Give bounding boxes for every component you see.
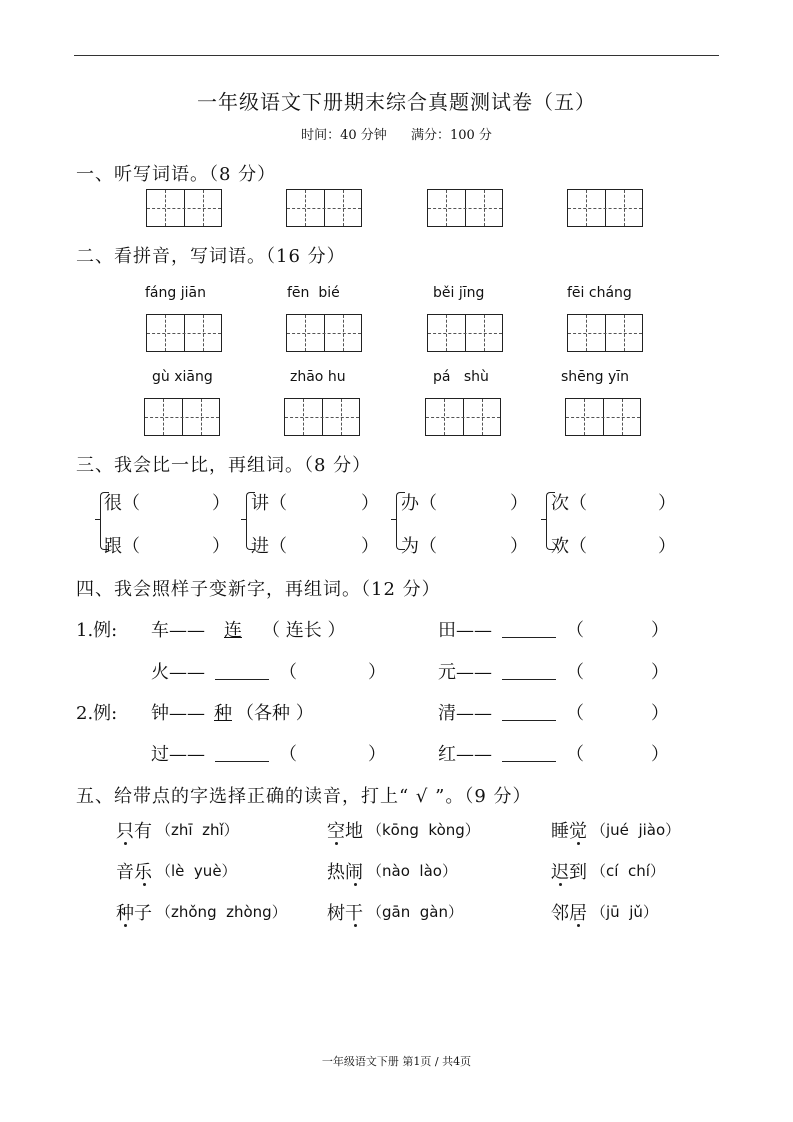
example-new-char: 种: [214, 703, 232, 724]
pinyin-options[interactable]: （jū jǔ）: [591, 903, 658, 921]
paren-open: （: [566, 662, 584, 683]
dotted-word: 树干: [327, 903, 363, 924]
section-4-heading: 四、我会照样子变新字，再组词。（12 分）: [76, 579, 441, 600]
emphasis-dot: [143, 883, 146, 886]
paren-open: （: [566, 620, 584, 641]
compare-char-top: 次（: [551, 493, 587, 514]
paren-close: ）: [212, 536, 230, 557]
paren-close: ）: [368, 744, 386, 765]
writing-grid[interactable]: [565, 398, 641, 436]
paren-close: ）: [658, 493, 676, 514]
emphasis-dot: [577, 842, 580, 845]
compare-char-bottom: 跟（: [104, 536, 140, 557]
paren-open: （: [566, 703, 584, 724]
transform-char: 火——: [151, 662, 205, 683]
writing-grid[interactable]: [144, 398, 220, 436]
page-footer: 一年级语文下册 第1页 / 共4页: [321, 1055, 472, 1068]
time-limit: 时间：40 分钟: [301, 128, 387, 143]
writing-grid[interactable]: [427, 314, 503, 352]
dotted-word: 种子: [116, 903, 152, 924]
section-1-heading: 一、听写词语。（8 分）: [76, 164, 277, 185]
transform-char: 田——: [438, 620, 492, 641]
emphasis-dot: [124, 842, 127, 845]
writing-grid[interactable]: [146, 189, 222, 227]
compare-char-bottom: 为（: [401, 536, 437, 557]
pinyin-options[interactable]: （cí chí）: [591, 862, 665, 880]
paren-close: ）: [510, 536, 528, 557]
section-3-heading: 三、我会比一比，再组词。（8 分）: [76, 455, 372, 476]
pinyin-options[interactable]: （gān gàn）: [367, 903, 463, 921]
answer-blank[interactable]: [502, 679, 556, 680]
pinyin-label: fēi cháng: [567, 285, 632, 301]
emphasis-dot: [354, 924, 357, 927]
answer-blank[interactable]: [215, 679, 269, 680]
pinyin-label: shēng yīn: [561, 369, 630, 385]
pinyin-options[interactable]: （nào lào）: [367, 862, 457, 880]
pinyin-options[interactable]: （jué jiào）: [591, 821, 681, 839]
dotted-word: 邻居: [551, 903, 587, 924]
writing-grid[interactable]: [286, 189, 362, 227]
example-char: 车——: [151, 620, 205, 641]
pinyin-label: fáng jiān: [145, 285, 206, 301]
pinyin-label: pá shù: [433, 369, 489, 385]
writing-grid[interactable]: [567, 314, 643, 352]
writing-grid[interactable]: [427, 189, 503, 227]
example-new-char: 连: [224, 620, 242, 641]
compare-char-bottom: 欢（: [551, 536, 587, 557]
dotted-word: 热闹: [327, 862, 363, 883]
writing-grid[interactable]: [146, 314, 222, 352]
section-5-heading: 五、给带点的字选择正确的读音，打上“ √ ”。（9 分）: [76, 786, 532, 807]
page-title: 一年级语文下册期末综合真题测试卷（五）: [197, 90, 596, 114]
writing-grid[interactable]: [567, 189, 643, 227]
pinyin-options[interactable]: （kōng kòng）: [367, 821, 480, 839]
example-2-label: 2.例:: [76, 703, 118, 724]
paren-close: ）: [361, 536, 379, 557]
pinyin-label: fēn bié: [287, 285, 340, 301]
emphasis-dot: [577, 924, 580, 927]
paren-close: ）: [651, 662, 669, 683]
dotted-word: 音乐: [116, 862, 152, 883]
paren-close: ）: [368, 662, 386, 683]
paren-close: ）: [212, 493, 230, 514]
paren-close: ）: [651, 703, 669, 724]
pinyin-label: gù xiāng: [152, 369, 213, 385]
full-score: 满分：100 分: [410, 128, 492, 143]
emphasis-dot: [335, 842, 338, 845]
writing-grid[interactable]: [284, 398, 360, 436]
example-word: （各种 ）: [236, 703, 314, 724]
transform-char: 红——: [438, 744, 492, 765]
compare-char-top: 讲（: [251, 493, 287, 514]
dotted-word: 只有: [116, 821, 152, 842]
example-1-label: 1.例:: [76, 620, 118, 641]
emphasis-dot: [354, 883, 357, 886]
paren-close: ）: [361, 493, 379, 514]
pinyin-label: běi jīng: [433, 285, 485, 301]
example-word: （ 连长 ）: [262, 620, 346, 641]
answer-blank[interactable]: [502, 720, 556, 721]
transform-char: 过——: [151, 744, 205, 765]
compare-char-top: 很（: [104, 493, 140, 514]
dotted-word: 睡觉: [551, 821, 587, 842]
transform-char: 元——: [438, 662, 492, 683]
pinyin-options[interactable]: （zhī zhǐ）: [156, 821, 239, 839]
emphasis-dot: [124, 924, 127, 927]
answer-blank[interactable]: [502, 637, 556, 638]
pinyin-options[interactable]: （zhǒng zhòng）: [156, 903, 287, 921]
emphasis-dot: [559, 883, 562, 886]
paren-open: （: [279, 662, 297, 683]
paren-close: ）: [651, 744, 669, 765]
answer-blank[interactable]: [502, 761, 556, 762]
paren-open: （: [279, 744, 297, 765]
pinyin-options[interactable]: （lè yuè）: [156, 862, 237, 880]
dotted-word: 空地: [327, 821, 363, 842]
pinyin-label: zhāo hu: [290, 369, 346, 385]
top-rule: [74, 55, 719, 56]
compare-char-top: 办（: [401, 493, 437, 514]
answer-blank[interactable]: [215, 761, 269, 762]
paren-open: （: [566, 744, 584, 765]
dotted-word: 迟到: [551, 862, 587, 883]
exam-info: [0, 124, 793, 143]
compare-char-bottom: 进（: [251, 536, 287, 557]
section-2-heading: 二、看拼音，写词语。（16 分）: [76, 246, 346, 267]
paren-close: ）: [510, 493, 528, 514]
paren-close: ）: [658, 536, 676, 557]
example-char: 钟——: [151, 703, 205, 724]
paren-close: ）: [651, 620, 669, 641]
transform-char: 清——: [438, 703, 492, 724]
writing-grid[interactable]: [425, 398, 501, 436]
writing-grid[interactable]: [286, 314, 362, 352]
